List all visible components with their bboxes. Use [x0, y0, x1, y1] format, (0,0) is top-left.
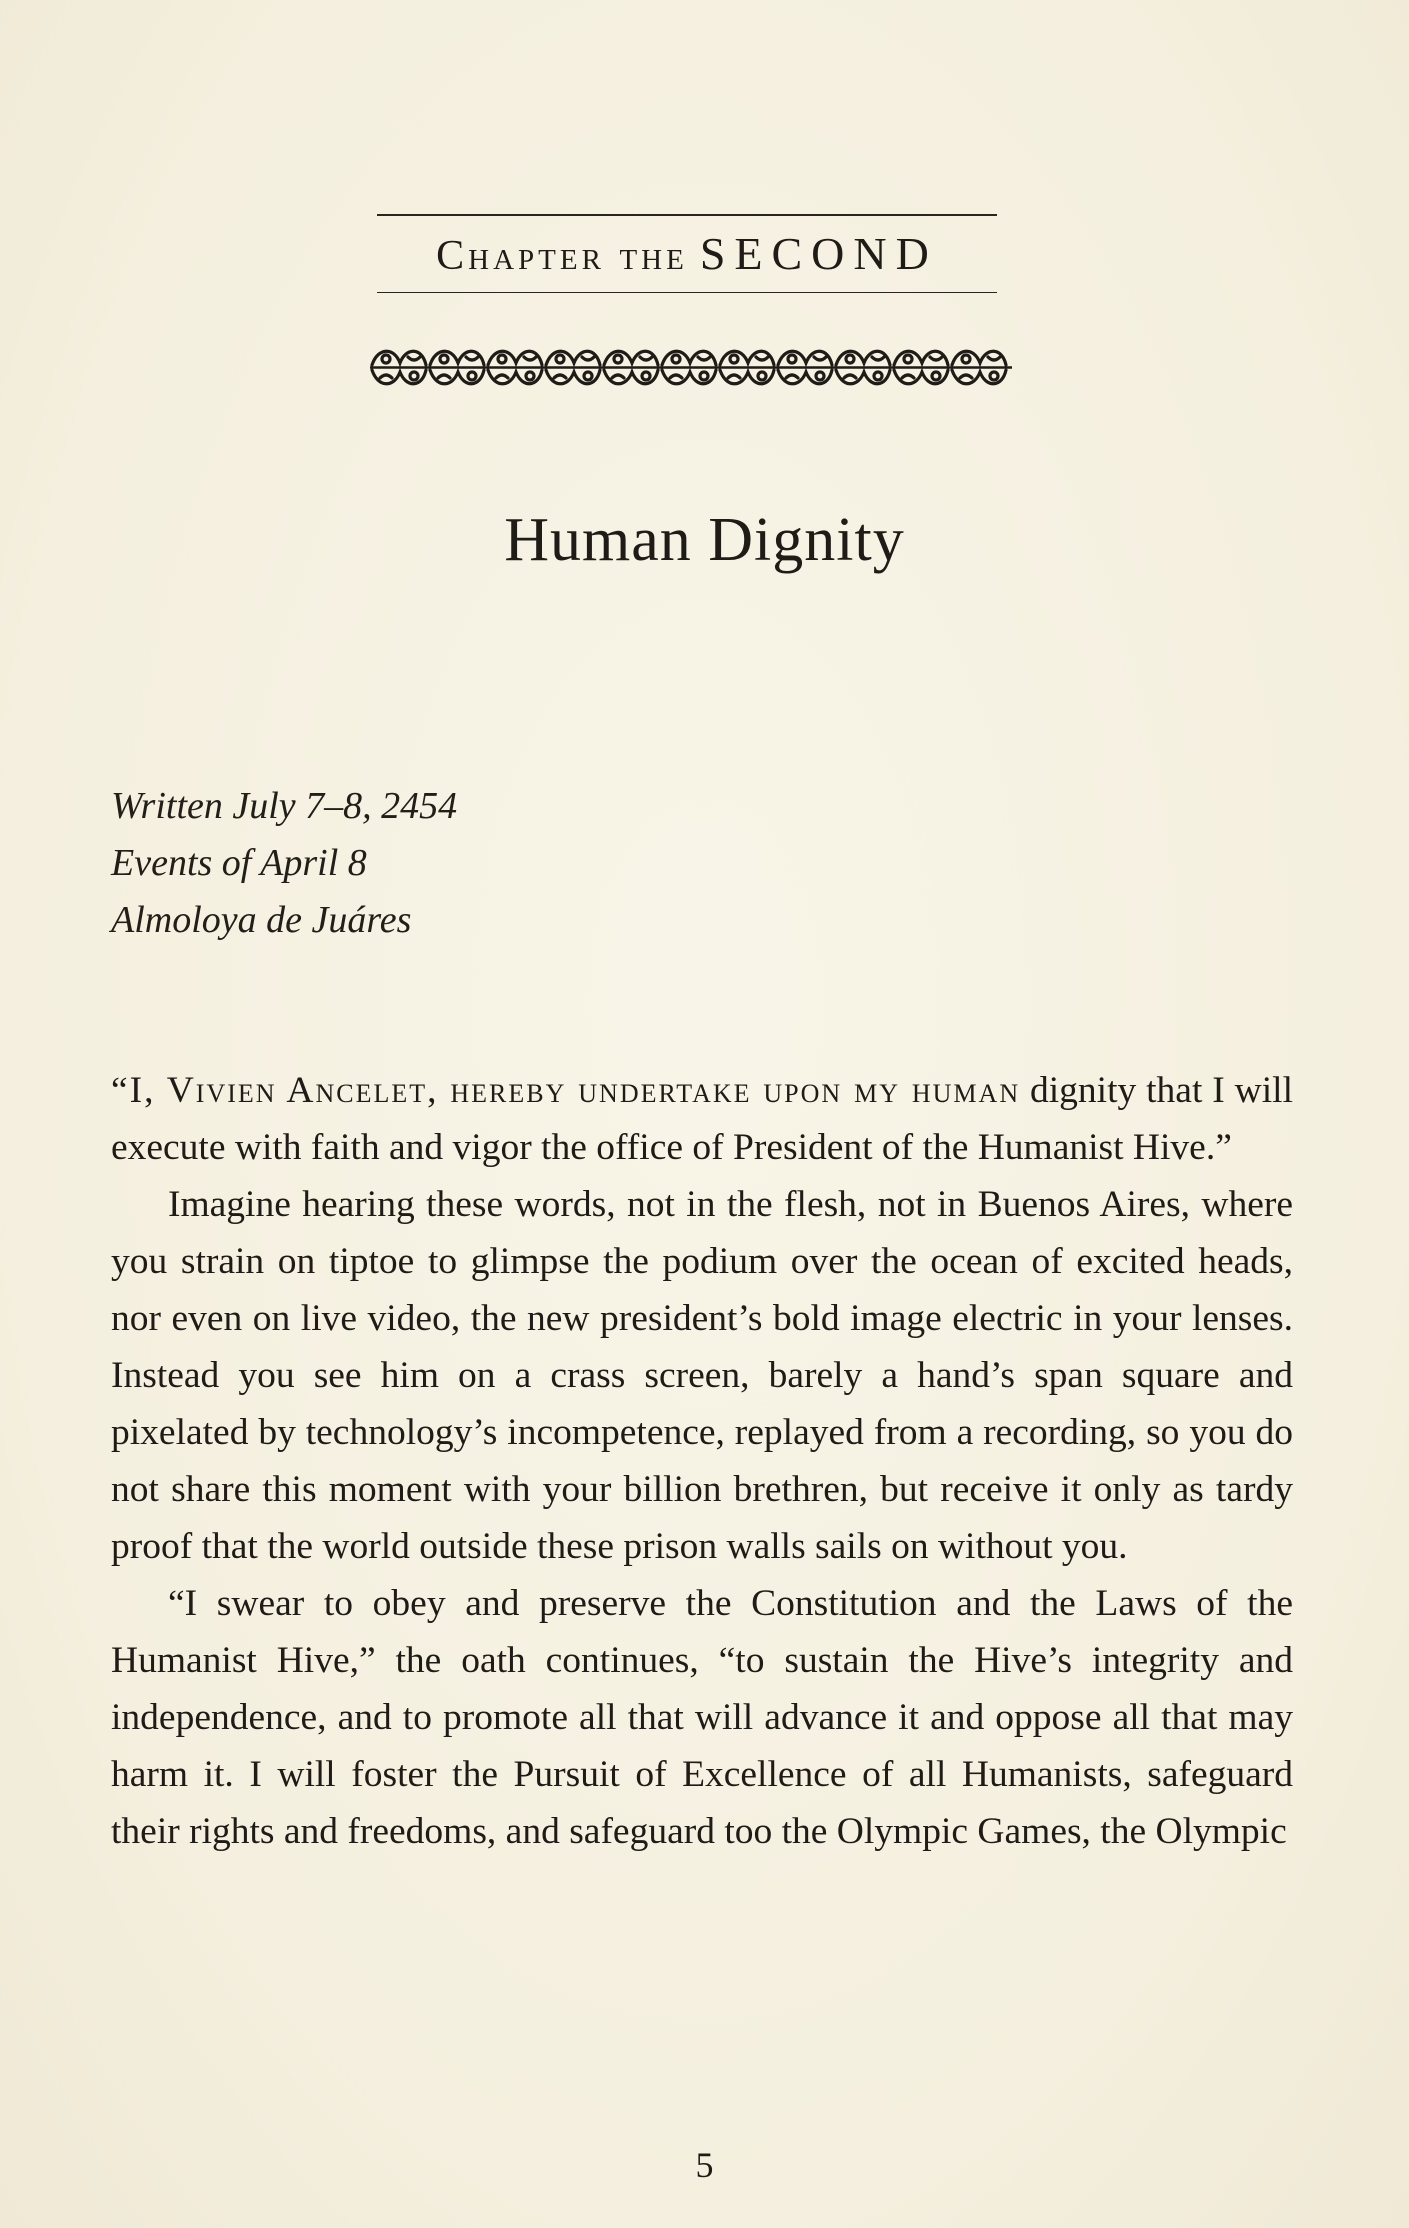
ornamental-border-icon: [368, 345, 1014, 390]
chapter-label: [377, 216, 997, 292]
location: Almoloya de Juáres: [111, 899, 412, 941]
paragraph-2: Imagine hearing these words, not in the flesh, not in Buenos Aires, where you strain on tiptoe to glimpse the podium over the ocean of excited heads, nor even on live video, the new president’s bold image electric in your lenses. Instead you see him on a crass screen, barely a hand’s span square and pixelated by technology’s incompetence, replayed from a recording, so you do not share this moment with your billion brethren, but receive it only as tardy proof that the world outside these prison walls sails on without you.: [111, 1184, 1293, 1567]
written-date: Written July 7–8, 2454: [111, 785, 458, 827]
paragraph-1: [111, 1062, 1293, 1176]
paragraph-1-rest: dignity that I will execute with faith and vigor the office of President of the Humanist Hive.”: [111, 1070, 1293, 1168]
events-date: Events of April 8: [111, 842, 367, 884]
body-text: [111, 1062, 1293, 1860]
chapter-title: Human Dignity: [504, 506, 905, 574]
page-number: 5: [695, 2145, 714, 2185]
paragraph-3: “I swear to obey and preserve the Constitution and the Laws of the Humanist Hive,” the oath continues, “to sustain the Hive’s integrity and independence, and to promote all that will advance it and oppose all that may harm it. I will foster the Pursuit of Excellence of all Humanists, safeguard their rights and freedoms, and safeguard too the Olympic Games, the Olympic: [111, 1583, 1293, 1852]
chapter-number: SECOND: [699, 228, 938, 279]
chapter-prefix: Chapter the: [436, 233, 688, 279]
paragraph-1-lead: “I, Vivien Ancelet, hereby undertake upon my human: [111, 1070, 1021, 1111]
chapter-heading: [377, 214, 997, 293]
chapter-rule-bottom: [377, 292, 997, 293]
chapter-meta: [111, 778, 457, 949]
